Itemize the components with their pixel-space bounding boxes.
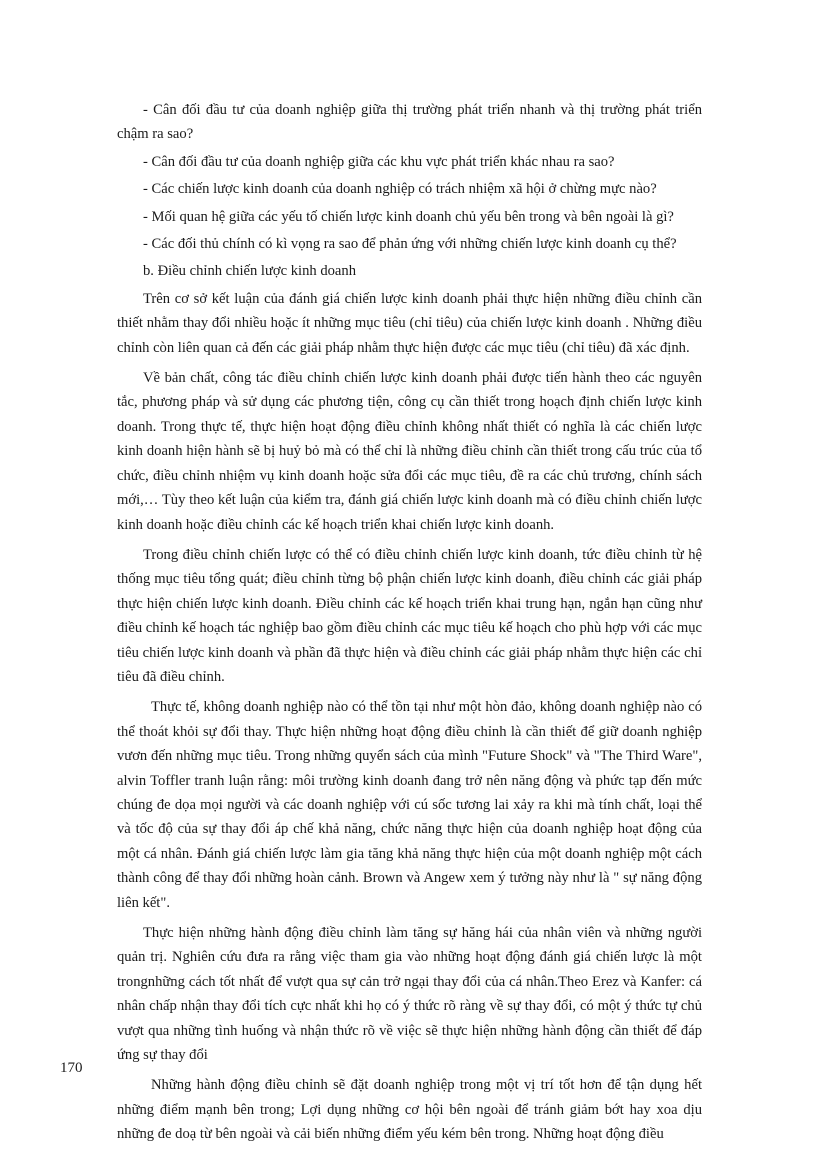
section-heading-strategy-adjustment: b. Điều chỉnh chiến lược kinh doanh bbox=[143, 263, 356, 280]
paragraph-adjustment-basis: Trên cơ sở kết luận của đánh giá chiến lược kinh doanh phải thực hiện những điều chỉnh cần thiết nhằm thay đổi nhiều hoặc ít những mục tiêu (chỉ tiêu) của chiến lược kinh doanh . Những điều chỉnh còn liên quan cả đến các giải pháp nhằm thực hiện được các mục tiêu (chỉ tiêu) đã xác định. bbox=[117, 290, 702, 356]
paragraph-adjustment-nature: Về bản chất, công tác điều chỉnh chiến lược kinh doanh phải được tiến hành theo các nguyên tắc, phương pháp và sử dụng các phương tiện, công cụ cần thiết trong hoạch định chiến lược kinh doanh. Trong thực tế, thực hiện hoạt động điều chỉnh không nhất thiết có nghĩa là các chiến lược kinh doanh hiện hành sẽ bị huỷ bỏ mà có thể chỉ là những điều chỉnh cần thiết trong cấu trúc của tổ chức, điều chỉnh nhiệm vụ kinh doanh hoặc sửa đổi các mục tiêu, đề ra các chủ trương, chính sách mới,… Tùy theo kết luận của kiểm tra, đánh giá chiến lược kinh doanh mà có điều chỉnh chiến lược kinh doanh hoặc điều chỉnh các kế hoạch triển khai chiến lược kinh doanh. bbox=[117, 370, 702, 533]
bullet-internal-external-factors: - Mối quan hệ giữa các yếu tố chiến lược kinh doanh chủ yếu bên trong và bên ngoài là gì? bbox=[143, 208, 674, 225]
paragraph-employee-enthusiasm: Thực hiện những hành động điều chỉnh làm tăng sự hăng hái của nhân viên và những người quản trị. Nghiên cứu đưa ra rằng việc tham gia vào những hoạt động đánh giá chiến lược là một trongnhững cách tốt nhất để vượt qua sự cản trở ngại thay đổi của cá nhân.Theo Erez và Kanfer: cá nhân chấp nhận thay đổi tích cực nhất khi họ có ý thức rõ ràng về sự thay đổi, có một ý thức tự chủ vượt qua những tình huống và nhận thức rõ về việc sẽ thực hiện những hành động cần thiết để đáp ứng sự thay đổi bbox=[117, 925, 702, 1064]
paragraph-toffler: Thực tế, không doanh nghiệp nào có thể tồn tại như một hòn đảo, không doanh nghiệp nào có thể thoát khỏi sự đổi thay. Thực hiện những hoạt động điều chỉnh là cần thiết để giữ doanh nghiệp vươn đến những mục tiêu. Trong những quyển sách của mình "Future Shock" và "The Third Ware", alvin Toffler tranh luận rằng: môi trường kinh doanh đang trở nên năng động và phức tạp đến mức chúng đe dọa mọi người và các doanh nghiệp với cú sốc tương lai xảy ra khi mà tính chất, loại thể và tốc độ của sự thay đổi áp chế khả năng, chức năng thực hiện của doanh nghiệp hoạt động của một cá nhân. Đánh giá chiến lược làm gia tăng khả năng thực hiện của một doanh nghiệp một cách thành công để thay đổi những hoàn cảnh. Brown và Angew xem ý tưởng này như là " sự năng động liên kết". bbox=[117, 699, 702, 911]
bullet-competitor-reaction: - Các đối thủ chính có kì vọng ra sao để phản ứng với những chiến lược kinh doanh cụ thể? bbox=[143, 236, 677, 253]
paragraph-corrective-actions: Những hành động điều chỉnh sẽ đặt doanh nghiệp trong một vị trí tốt hơn để tận dụng hết những điểm mạnh bên trong; Lợi dụng những cơ hội bên ngoài để tránh giảm bớt hay xoa dịu những đe doạ từ bên ngoài và cải biến những điểm yếu kém bên trong. Những hoạt động điều bbox=[117, 1077, 702, 1143]
page-number: 170 bbox=[60, 1060, 83, 1076]
page-body bbox=[117, 98, 702, 1153]
bullet-market-investment: - Cân đối đầu tư của doanh nghiệp giữa thị trường phát triển nhanh và thị trường phát triển chậm ra sao? bbox=[117, 102, 702, 143]
bullet-regional-investment: - Cân đối đầu tư của doanh nghiệp giữa các khu vực phát triển khác nhau ra sao? bbox=[143, 153, 615, 170]
bullet-social-responsibility: - Các chiến lược kinh doanh của doanh nghiệp có trách nhiệm xã hội ở chừng mực nào? bbox=[143, 181, 657, 198]
paragraph-adjustment-scope: Trong điều chỉnh chiến lược có thể có điều chỉnh chiến lược kinh doanh, tức điều chỉnh từ hệ thống mục tiêu tổng quát; điều chỉnh từng bộ phận chiến lược kinh doanh, điều chỉnh các giải pháp thực hiện chiến lược kinh doanh. Điều chỉnh các kế hoạch triển khai trung hạn, ngắn hạn cũng như điều chỉnh kế hoạch tác nghiệp bao gồm điều chỉnh các mục tiêu kế hoạch cho phù hợp với các mục tiêu chiến lược kinh doanh và phần đã thực hiện và điều chỉnh các giải pháp nhằm thực hiện các chỉ tiêu đã điều chỉnh. bbox=[117, 546, 702, 685]
